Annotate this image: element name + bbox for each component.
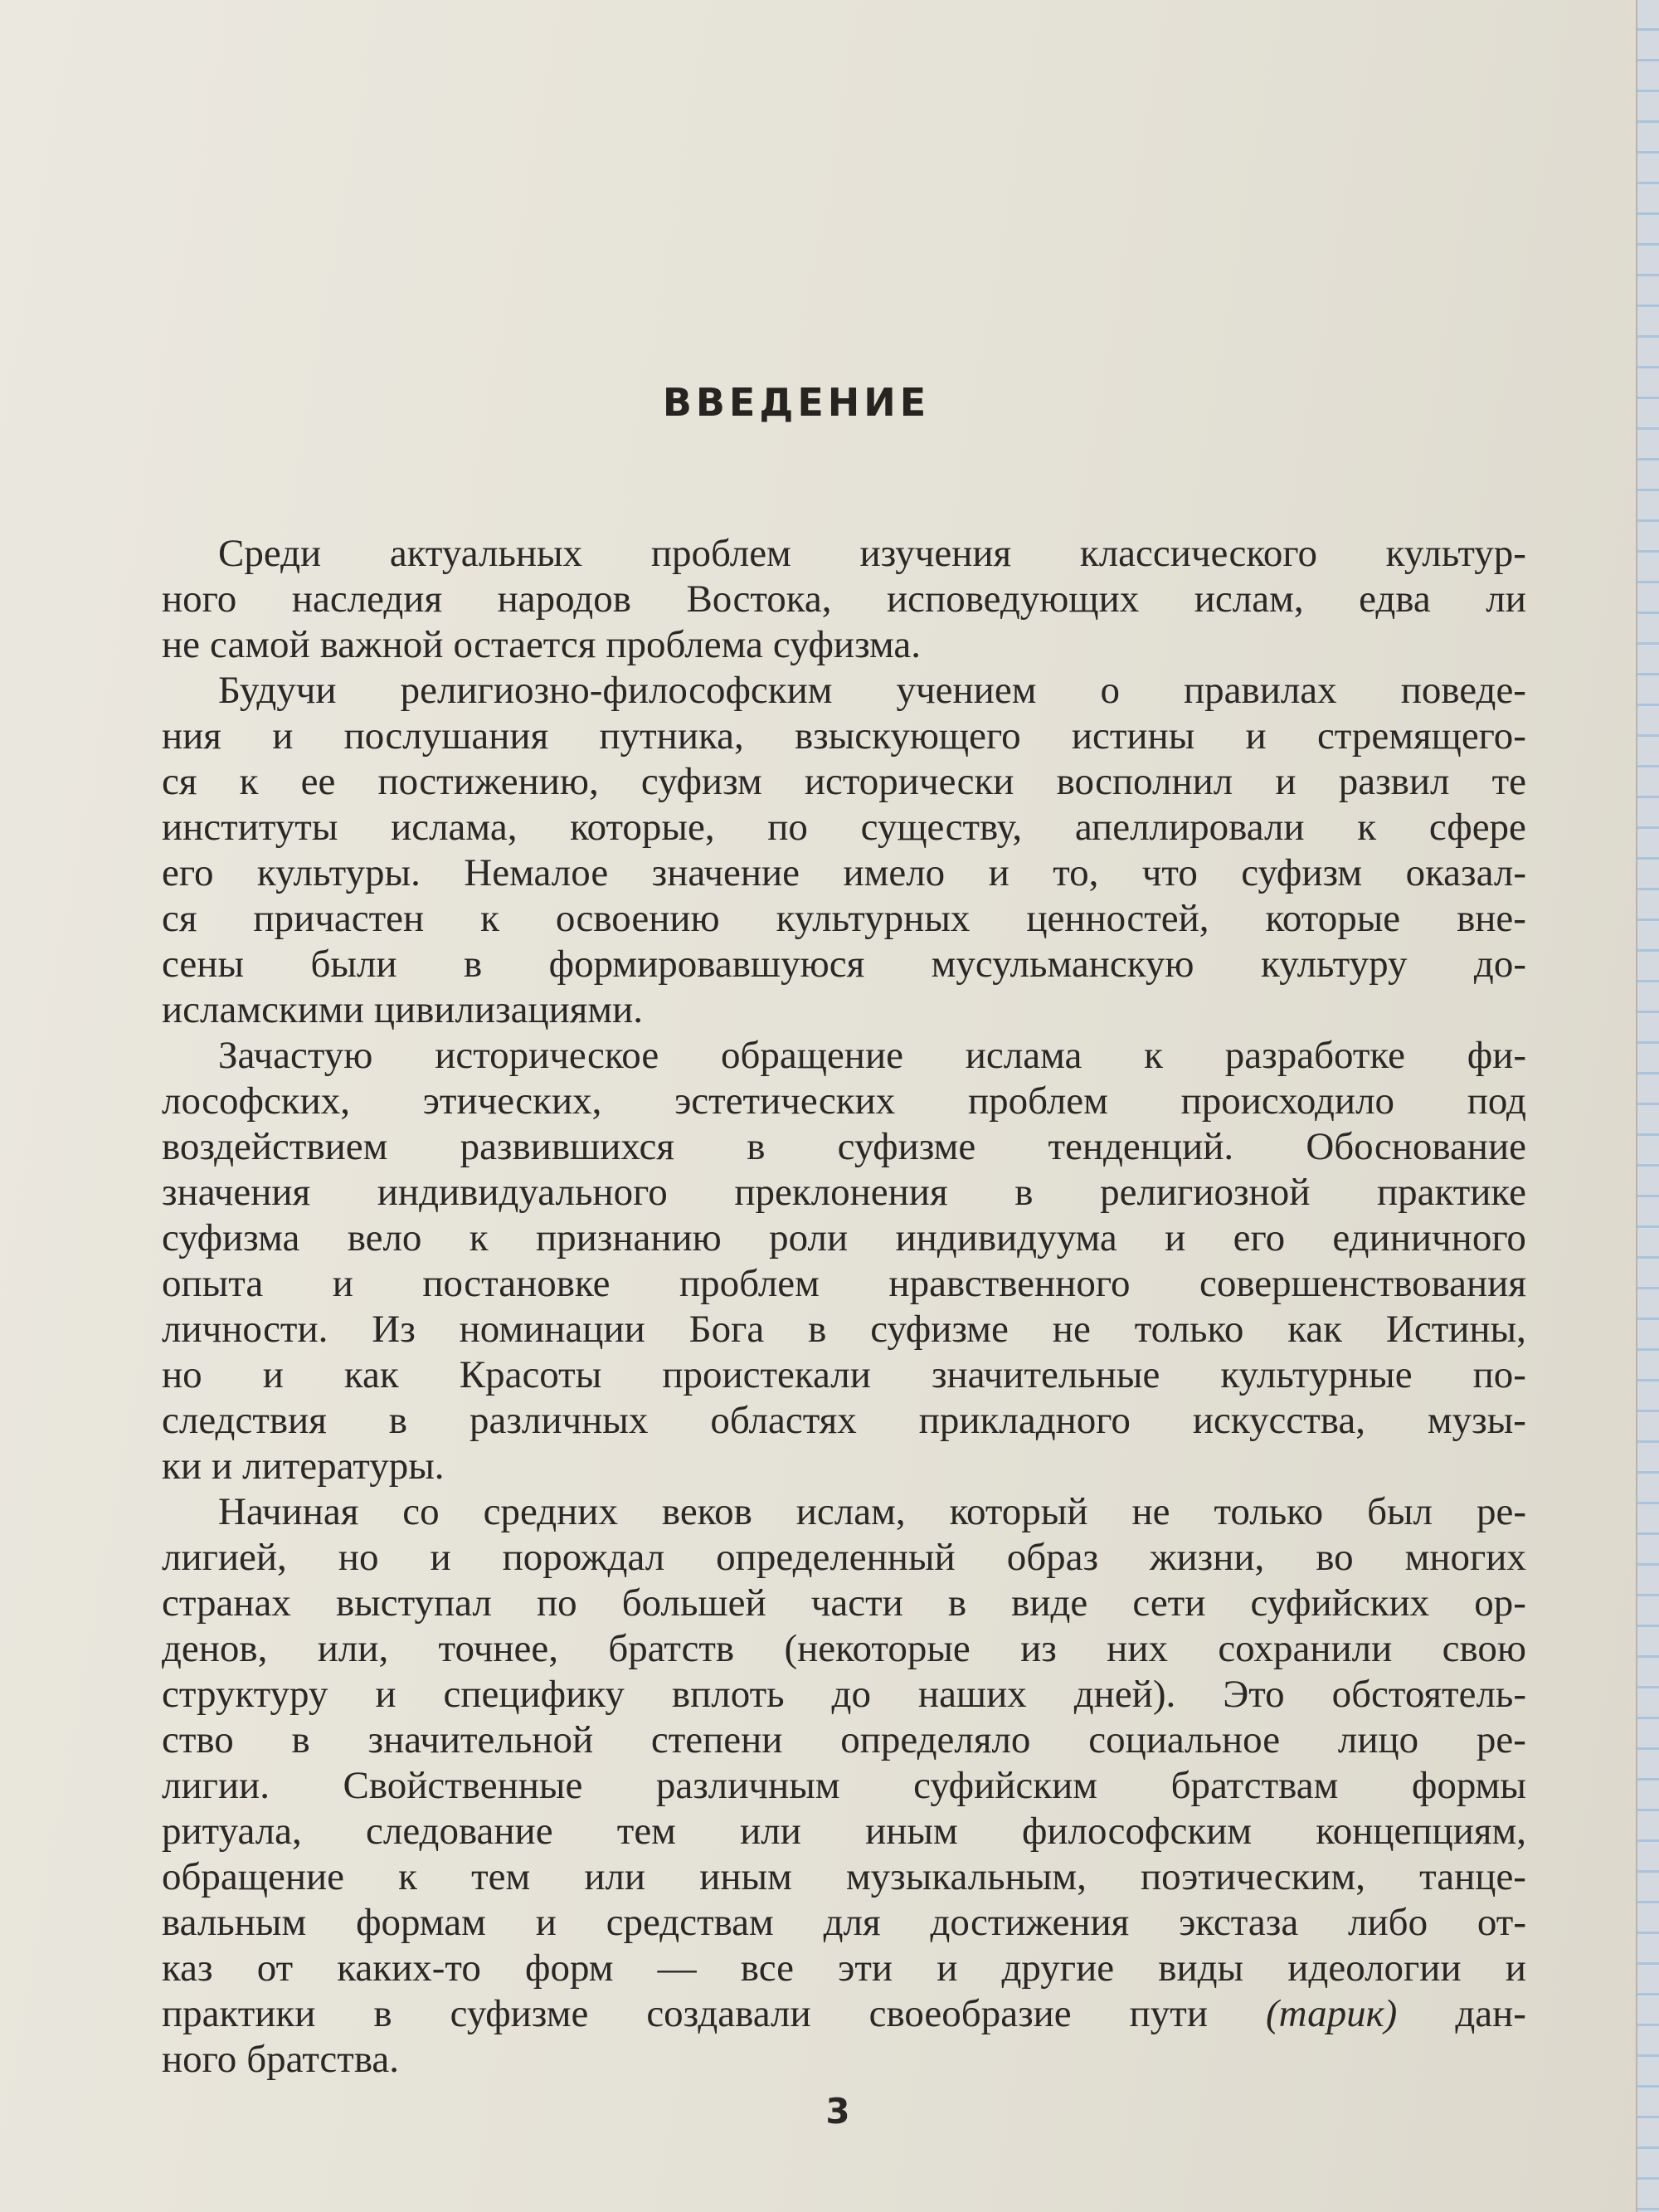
chapter-title: ВВЕДЕНИЕ [662,380,931,425]
text-line: обращение к тем или иным музыкальным, поэтическим, танце- [162,1855,1526,1898]
text-line: структуру и специфику вплоть до наших дней). Это обстоятель- [162,1673,1526,1716]
text-line: странах выступал по большей части в виде сети суфийских ор- [162,1581,1526,1625]
text-line: исламскими цивилизациями. [162,988,644,1031]
text-line: Среди актуальных проблем изучения классического культур- [218,532,1526,575]
text-line: лософских, этических, эстетических проблем происходило под [162,1079,1526,1123]
text-line: ство в значительной степени определяло социальное лицо ре- [162,1718,1526,1761]
text-line: ся к ее постижению, суфизм исторически восполнил и развил те [162,760,1526,803]
text-line: институты ислама, которые, по существу, апеллировали к сфере [162,806,1526,849]
text-line: воздействием развившихся в суфизме тенденций. Обоснование [162,1125,1526,1168]
text-line: ся причастен к освоению культурных ценностей, которые вне- [162,897,1526,940]
text-line: каз от каких-то форм — все эти и другие виды идеологии и [162,1946,1526,1990]
text-line: лигии. Свойственные различным суфийским братствам формы [162,1764,1526,1807]
text-line: ного братства. [162,2038,400,2081]
body-text [162,531,1526,2083]
text-line: опыта и постановке проблем нравственного совершенствования [162,1262,1526,1305]
text-line: сены были в формировавшуюся мусульманскую культуру до- [162,943,1526,986]
text-line: суфизма вело к признанию роли индивидуума и его единичного [162,1216,1526,1259]
text-line: не самой важной остается проблема суфизма. [162,623,922,666]
text-line: но и как Красоты проистекали значительные культурные по- [162,1353,1526,1396]
text-line: практики в суфизме создавали своеобразие пути (тарик) дан- [162,1992,1526,2035]
text-line: значения индивидуального преклонения в религиозной практике [162,1171,1526,1214]
text-line: ния и послушания путника, взыскующего истины и стремящего- [162,714,1526,758]
text-line: Зачастую историческое обращение ислама к разработке фи- [218,1034,1526,1077]
text-line: лигией, но и порождал определенный образ жизни, во многих [162,1536,1526,1579]
text-line: ного наследия народов Востока, исповедующих ислам, едва ли [162,577,1526,621]
text-line: денов, или, точнее, братств (некоторые из них сохранили свою [162,1627,1526,1670]
text-line: Будучи религиозно-философским учением о правилах поведе- [218,669,1526,712]
text-line: следствия в различных областях прикладного искусства, музы- [162,1399,1526,1442]
text-line: вальным формам и средствам для достижения экстаза либо от- [162,1901,1526,1944]
text-line: Начиная со средних веков ислам, который не только был ре- [218,1490,1526,1533]
page-number: 3 [825,2091,850,2132]
page-stack-edge [1636,0,1659,2212]
text-line: ки и литературы. [162,1445,445,1488]
text-line: личности. Из номинации Бога в суфизме не только как Истины, [162,1308,1526,1351]
text-line: ритуала, следование тем или иным философским концепциям, [162,1810,1526,1853]
text-line: его культуры. Немалое значение имело и то, что суфизм оказал- [162,851,1526,894]
